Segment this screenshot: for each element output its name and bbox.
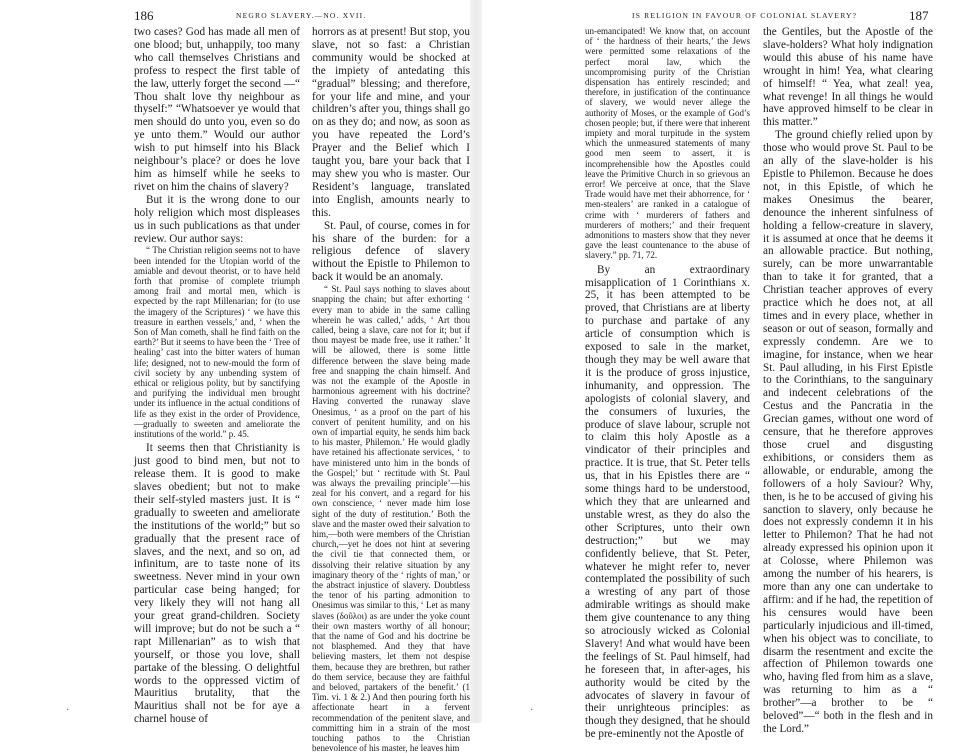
page-number: 186: [134, 8, 154, 23]
margin-mark: ·: [66, 705, 70, 716]
paragraph: two cases? God has made all men of one blood; but, unhappily, too many who call themselves Christians and profess to respect the first table of the law, utterly forget the second —“ Thou shalt love thy neighbour as thyself:” “Whatsoever ye would that men should do unto you, even so do ye unto them.” Would our author wish to put himself into his Black neighbour’s place? or does he love him as himself while he seeks to rivet on him the chains of slavery?: [134, 26, 300, 193]
right-page: [482, 0, 980, 741]
text-column-2: [312, 26, 470, 753]
paragraph: By an extraordinary misapplication of 1 Corinthians x. 25, it has been attempted to be proved, that Christians are at liberty to purchase and partake of any article of consumption which is exposed to sale in the market, though they may be well aware that it is the produce of gross injustice, inhumanity, and oppression. The apologists of colonial slavery, and the consumers of luxuries, the produce of slave labour, scruple not to claim this holy Apostle as a vindicator of their principles and practice. It is true, that St. Peter tells us, that in his Epistles there are “ some things hard to be understood, which they that are unlearned and unstable wrest, as they do also the other Scriptures, unto their own destruction;” but we may confidently believe, that St. Peter, whatever he might refer to, never contemplated the possibility of such a wresting of any part of those admirable writings as should make them give countenance to any thing so atrociously wicked as Colonial Slavery! And what would have been the feelings of St. Paul himself, had he foreseen that, in after-ages, his authority would be cited by the advocates of slavery in favour of their unrighteous principles: as though they designed, that he should be pre-eminently not the Apostle of: [585, 263, 750, 741]
paragraph: It seems then that Christianity is just good to bind men, but not to release them. It is good to make slaves obedient; but not to make their self-styled masters just. It is “ gradually to sweeten and ameliorate the institutions of the world;” but so gradually that the present race of slaves, and the next, and so on, ad infinitum, are to taste none of its sweetness. Never mind in your own particular case being hanged; for very likely they will not hang all your great grand-children. Society will improve; but do not be such a “ rapt Millenarian” as to wish that yourself, or those you love, shall partake of the blessing. O delightful words to the oppressed victim of Mauritius brutality, that the Mauritius shall not be for aye a charnel house of: [134, 442, 300, 726]
paragraph: But it is the wrong done to our holy religion which most displeases us in such publications as that under review. Our author says:: [134, 193, 300, 245]
text-column-4: [763, 26, 933, 735]
left-page-header: [0, 8, 470, 24]
right-page-header: [482, 8, 980, 24]
block-quote: “ St. Paul says nothing to slaves about snapping the chain; but after exhorting ‘ every man to abide in the same calling wherein he was called,’ adds, ‘ Art thou called, being a slave, care not for it; but if thou mayest be made free, use it rather.’ It will be allowed, there is some little difference between the slave being made free and snapping the chain himself. And was not the example of the Apostle in harmonious agreement with his doctrine? Having converted the runaway slave Onesimus, ‘ as a proof on the part of his convert of penitent humility, and on his own of impartial equity, he sends him back to his master, Philemon.’ He would gladly have retained his affectionate services, ‘ to have ministered unto him in the bonds of the Gospel;’ but ‘ rectitude with St. Paul was always the prevailing principle’—his zeal for his convert, and a regard for his own conscience, ‘ never made him lose sight of the duty of restitution.’ Both the slave and the master owed their salvation to him,—both were members of the Christian church,—yet he does not hint at severing the civil tie that connected them, or dissolving their relative situation by any imaginary theory of the ‘ rights of man,’ or the abstract injustice of slavery. Doubtless the tenor of his parting admonition to Onesimus was similar to this, ‘ Let as many slaves (δοῦλοι) as are under the yoke count their own masters worthy of all honour; that the name of God and his doctrine be not blasphemed. And they that have believing masters, let them not despise them, because they are brethren, but rather do them service, because they are faithful and beloved, partakers of the benefit.’ (1 Tim. vi. 1 & 2.) And then pouring forth his affectionate heart in a fervent recommendation of the penitent slave, and committing him in a strain of the most touching pathos to the Christian benevolence of his master, he leaves him: [312, 284, 470, 753]
running-title: IS RELIGION IN FAVOUR OF COLONIAL SLAVERY?: [632, 11, 858, 20]
running-title: NEGRO SLAVERY.—NO. XVII.: [236, 11, 367, 20]
book-gutter: [470, 0, 482, 723]
block-quote: “ The Christian religion seems not to have been intended for the Utopian world of the amiable and devout theorist, or to have held forth that promise of complete triumph among frail and mortal men, which is expected by the rapt Millenarian; for (to use the imagery of the Scriptures) ‘ we have this treasure in earthen vessels,’ and, ‘ when the Son of Man cometh, shall he find faith on the earth?’ But it seems to have been the ‘ Tree of healing’ cast into the bitter waters of human life; designed, not to new-mould the form of civil society by any unbending system of ethical or religious polity, but by sanctifying and purifying the individual men brought under its influence in the actual conditions of life as they exist in the order of Providence,—gradually to sweeten and ameliorate the institutions of the world.” p. 45.: [134, 245, 300, 440]
left-page: [0, 0, 470, 753]
paragraph: The ground chiefly relied upon by those who would prove St. Paul to be an ally of the slave-holder is his Epistle to Philemon. Because he does not, in this Epistle, of which he makes Onesimus the bearer, denounce the inherent sinfulness of holding a fellow-creature in slavery, it is assumed at once that he deems it an allowable practice. But nothing, surely, can be more unwarrantable than to take it for granted, that a Christian teacher approves of every practice which he does not, at all times and in every place, whether in season or out of season, formally and expressly condemn. Are we to imagine, for instance, when we hear St. Paul alluding, in his First Epistle to the Corinthians, to the sanguinary and indecent celebrations of the Cestus and the Pancratia in the Grecian games, without one word of censure, that he therefore approves those cruel and disgusting exhibitions, or considers them as allowable, or endurable, among the followers of a holy Saviour? Why, then, is he to be accused of giving his sanction to slavery, only because he does not expressly condemn it in his letter to Philemon? That he had not already expressed his opinion upon it at Colosse, where Philemon was among the number of his hearers, is more than any one can undertake to affirm: and if he had, the repetition of his censures would have been particularly injudicious and ill-timed, when his object was to conciliate, to disarm the resentment and excite the affection of Philemon towards one who, having fled from him as a slave, was returning to him as a “ brother”—a brother to be “ beloved”—“ both in the flesh and in the Lord.”: [763, 129, 933, 735]
text-column-1: [134, 26, 300, 726]
text-column-3: [585, 26, 750, 741]
block-quote: un-emancipated! We know that, on account of ‘ the hardness of their hearts,’ the Jews were permitted some relaxations of the perfect moral law, which the uncompromising purity of the Christian dispensation has entirely rescinded; and therefore, in justification of the continuance of slavery, we would never allege the authority of Moses, or the example of God’s chosen people; but, if there were that inherent impiety and moral turpitude in the system which the unmeasured statements of many good men seem to assert, it is incomprehensible how the Apostles could leave the Primitive Church in so grievous an error! We perceive at once, that the Slave Trade would have met their abhorrence, for ‘ men-stealers’ are ranked in a catalogue of crime with ‘ murderers of fathers and murderers of mothers;’ and their frequent admonitions to masters show that they never gave the least countenance to the abuse of slavery.” pp. 71, 72.: [585, 26, 750, 261]
paragraph: the Gentiles, but the Apostle of the slave-holders? What holy indignation would this abuse of his name have wrought in him! Yea, what clearing of himself! “ Yea, what zeal! yea, what revenge! In all things he would have approved himself to be clear in this matter.”: [763, 26, 933, 129]
paragraph: horrors as at present! But stop, you slave, not so fast: a Christian community would be shocked at the impiety of antedating this “gradual” blessing; and therefore, for your life and mine, and your children’s after you, things shall go on as they do; and now, as soon as you have repeated the Lord’s Prayer and the Belief which I taught you, bare your back that I may shew you who is master. Our Resident’s language, translated into English, amounts nearly to this.: [312, 26, 470, 219]
margin-mark: ·: [530, 705, 534, 716]
page-number: 187: [909, 8, 929, 23]
paragraph: St. Paul, of course, comes in for his share of the burden: for a religious defence of slavery without the Epistle to Philemon to back it would be an anomaly.: [312, 219, 470, 284]
